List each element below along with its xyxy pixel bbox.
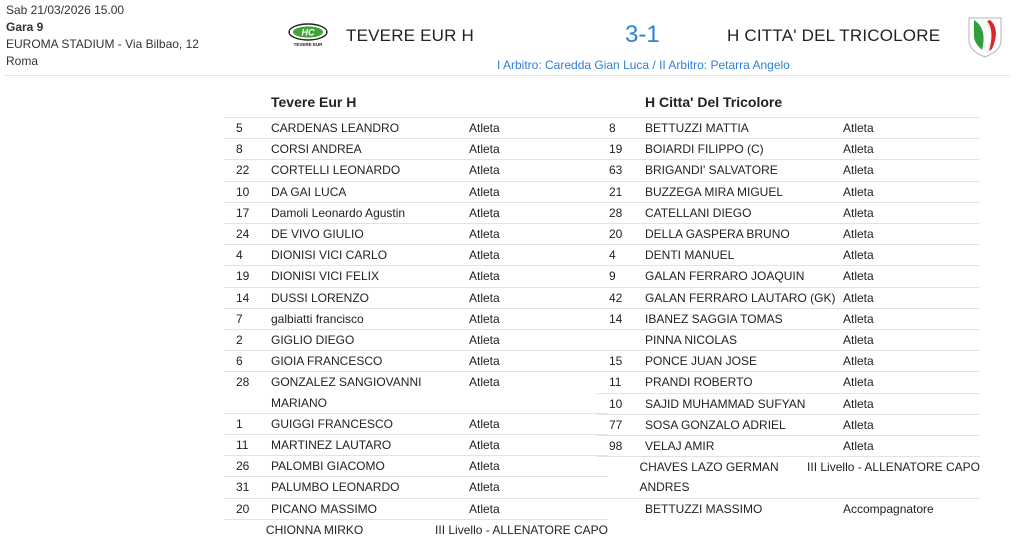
player-role: Atleta <box>843 417 874 432</box>
away-team-logo <box>966 16 1004 58</box>
player-role: Atleta <box>843 396 874 411</box>
player-number: 10 <box>609 396 623 411</box>
player-name: GALAN FERRARO LAUTARO (GK) <box>645 290 836 305</box>
player-name: GIGLIO DIEGO <box>271 333 355 348</box>
player-number <box>224 520 266 540</box>
player-role: Atleta <box>843 439 874 454</box>
player-name: PINNA NICOLAS <box>645 333 738 348</box>
player-role: Atleta <box>469 142 500 157</box>
home-logo-subtext: TEVERE EUR <box>293 42 323 47</box>
player-number: 1 <box>236 416 243 431</box>
player-name: BETTUZZI MASSIMO <box>645 501 763 516</box>
player-number: 42 <box>609 290 623 305</box>
player-number: 2 <box>236 333 243 348</box>
player-name: SOSA GONZALO ADRIEL <box>645 417 786 432</box>
player-row <box>224 117 608 138</box>
player-name: MARTINEZ LAUTARO <box>271 438 392 453</box>
player-name: DIONISI VICI FELIX <box>271 269 380 284</box>
player-name: DELLA GASPERA BRUNO <box>645 227 790 242</box>
home-roster-rows <box>224 117 608 540</box>
player-role: Atleta <box>843 375 874 390</box>
away-roster-rows <box>597 117 980 519</box>
player-role: Atleta <box>469 163 500 178</box>
player-role: Atleta <box>469 121 500 135</box>
player-row <box>597 414 980 435</box>
player-row <box>597 117 980 138</box>
player-name: PONCE JUAN JOSE <box>645 354 758 369</box>
player-role: Atleta <box>843 184 874 199</box>
player-role: Atleta <box>469 416 500 431</box>
player-row <box>597 498 980 519</box>
player-role: Atleta <box>843 205 874 220</box>
header-divider <box>4 75 1010 76</box>
player-number: 63 <box>609 163 623 178</box>
player-number <box>597 457 639 497</box>
player-name: GALAN FERRARO JOAQUIN <box>645 269 805 284</box>
player-row <box>597 181 980 202</box>
player-number: 15 <box>609 354 623 369</box>
player-number: 4 <box>609 248 616 263</box>
player-row <box>597 435 980 456</box>
player-name: BETTUZZI MATTIA <box>645 121 749 135</box>
player-name: BRIGANDI' SALVATORE <box>645 163 778 178</box>
player-row <box>224 202 608 223</box>
player-number: 8 <box>236 142 243 157</box>
player-role: Atleta <box>843 354 874 369</box>
player-row <box>224 223 608 244</box>
player-row <box>224 265 608 286</box>
player-role: III Livello - ALLENATORE CAPO <box>435 522 608 537</box>
match-venue: EUROMA STADIUM - Via Bilbao, 12 <box>6 37 199 51</box>
player-number: 11 <box>609 375 622 390</box>
player-name: GONZALEZ SANGIOVANNI MARIANO <box>271 375 422 410</box>
player-name: IBANEZ SAGGIA TOMAS <box>645 311 783 326</box>
away-team-name: H CITTA' DEL TRICOLORE <box>727 26 941 45</box>
player-number: 17 <box>236 205 250 220</box>
player-row <box>597 329 980 350</box>
player-number: 20 <box>236 501 250 516</box>
match-datetime: Sab 21/03/2026 15.00 <box>6 3 125 17</box>
player-row <box>597 350 980 371</box>
player-role: Atleta <box>843 269 874 284</box>
player-number: 8 <box>609 121 616 135</box>
player-role: Atleta <box>843 163 874 178</box>
away-roster <box>597 93 980 519</box>
player-name: PICANO MASSIMO <box>271 501 378 516</box>
player-role: Atleta <box>469 227 500 242</box>
player-row <box>597 159 980 180</box>
player-name: CARDENAS LEANDRO <box>271 121 400 135</box>
player-row <box>597 371 980 392</box>
player-number: 26 <box>236 459 250 474</box>
player-role: Atleta <box>843 248 874 263</box>
player-row <box>597 223 980 244</box>
player-name: Damoli Leonardo Agustin <box>271 205 406 220</box>
referees-info: I Arbitro: Caredda Gian Luca / II Arbitro: Petarra Angelo <box>497 58 790 72</box>
player-role: Atleta <box>469 333 500 348</box>
player-number <box>597 330 645 350</box>
player-number: 21 <box>609 184 623 199</box>
match-game: Gara 9 <box>6 20 44 34</box>
player-number: 31 <box>236 480 250 495</box>
player-name: DENTI MANUEL <box>645 248 735 263</box>
player-number: 98 <box>609 439 623 454</box>
player-name: SAJID MUHAMMAD SUFYAN <box>645 396 806 411</box>
player-number: 19 <box>236 269 250 284</box>
player-number: 5 <box>236 121 243 135</box>
home-roster <box>224 93 608 540</box>
player-number: 11 <box>236 438 249 453</box>
away-roster-title: H Citta' Del Tricolore <box>645 94 783 110</box>
player-row <box>597 244 980 265</box>
player-number <box>597 499 645 519</box>
player-number: 14 <box>236 290 250 305</box>
player-number: 22 <box>236 163 250 178</box>
player-number: 4 <box>236 248 243 263</box>
player-name: BOIARDI FILIPPO (C) <box>645 142 764 157</box>
player-row <box>224 138 608 159</box>
player-number: 24 <box>236 227 250 242</box>
player-number: 19 <box>609 142 623 157</box>
player-role: Atleta <box>469 438 500 453</box>
player-role: Atleta <box>469 480 500 495</box>
player-row <box>597 202 980 223</box>
player-role: III Livello - ALLENATORE CAPO <box>807 460 980 475</box>
player-name: BUZZEGA MIRA MIGUEL <box>645 184 784 199</box>
player-number: 28 <box>236 375 250 390</box>
player-role: Atleta <box>843 333 874 348</box>
player-row <box>224 329 608 350</box>
player-number: 20 <box>609 227 623 242</box>
player-number: 7 <box>236 311 243 326</box>
home-logo-text: HC <box>301 27 315 38</box>
match-score: 3-1 <box>625 21 660 48</box>
player-role: Atleta <box>469 311 500 326</box>
player-name: CHIONNA MIRKO <box>265 522 364 537</box>
home-team-name: TEVERE EUR H <box>346 26 475 45</box>
match-info <box>6 2 199 70</box>
player-name: VELAJ AMIR <box>645 439 715 454</box>
player-name: PRANDI ROBERTO <box>645 375 753 390</box>
player-role: Atleta <box>469 354 500 369</box>
player-role: Atleta <box>469 375 500 390</box>
player-name: CHAVES LAZO GERMAN ANDRES <box>639 460 779 495</box>
player-number: 77 <box>609 417 623 432</box>
player-name: CORSI ANDREA <box>271 142 362 157</box>
player-row <box>597 138 980 159</box>
player-name: DA GAI LUCA <box>271 184 347 199</box>
player-role: Atleta <box>843 227 874 242</box>
player-row <box>224 159 608 180</box>
player-number: 10 <box>236 184 250 199</box>
player-number: 9 <box>609 269 616 284</box>
player-role: Atleta <box>469 205 500 220</box>
player-name: DE VIVO GIULIO <box>271 227 364 242</box>
player-name: GIOIA FRANCESCO <box>271 354 383 369</box>
player-name: PALUMBO LEONARDO <box>271 480 400 495</box>
player-role: Atleta <box>469 290 500 305</box>
player-number: 14 <box>609 311 623 326</box>
player-role: Atleta <box>469 501 500 516</box>
player-row <box>597 308 980 329</box>
player-row <box>224 308 608 329</box>
player-role: Accompagnatore <box>843 501 934 516</box>
player-row <box>224 181 608 202</box>
player-row <box>597 393 980 414</box>
player-name: DIONISI VICI CARLO <box>271 248 388 263</box>
player-name: DUSSI LORENZO <box>271 290 370 305</box>
player-role: Atleta <box>843 311 874 326</box>
player-name: CATELLANI DIEGO <box>645 205 752 220</box>
player-role: Atleta <box>469 248 500 263</box>
player-name: galbiatti francisco <box>271 311 364 326</box>
player-row <box>597 287 980 308</box>
player-row <box>597 265 980 286</box>
player-row <box>224 455 608 476</box>
player-role: Atleta <box>843 142 874 157</box>
player-row <box>224 413 608 434</box>
player-role: Atleta <box>843 290 874 305</box>
home-team-logo <box>288 23 328 47</box>
player-row <box>224 350 608 371</box>
player-row <box>224 434 608 455</box>
player-row <box>597 456 980 497</box>
player-row <box>224 498 608 519</box>
player-role: Atleta <box>469 459 500 474</box>
match-city: Roma <box>6 54 39 68</box>
player-row <box>224 244 608 265</box>
player-role: Atleta <box>469 269 500 284</box>
home-roster-title: Tevere Eur H <box>271 94 357 110</box>
player-row <box>224 287 608 308</box>
player-name: CORTELLI LEONARDO <box>271 163 401 178</box>
player-row <box>224 476 608 497</box>
player-row <box>224 519 608 540</box>
player-role: Atleta <box>469 184 500 199</box>
player-number: 6 <box>236 354 243 369</box>
player-name: PALOMBI GIACOMO <box>271 459 385 474</box>
player-row <box>224 371 608 412</box>
player-role: Atleta <box>843 121 874 135</box>
player-number: 28 <box>609 205 623 220</box>
player-name: GUIGGI FRANCESCO <box>271 416 394 431</box>
